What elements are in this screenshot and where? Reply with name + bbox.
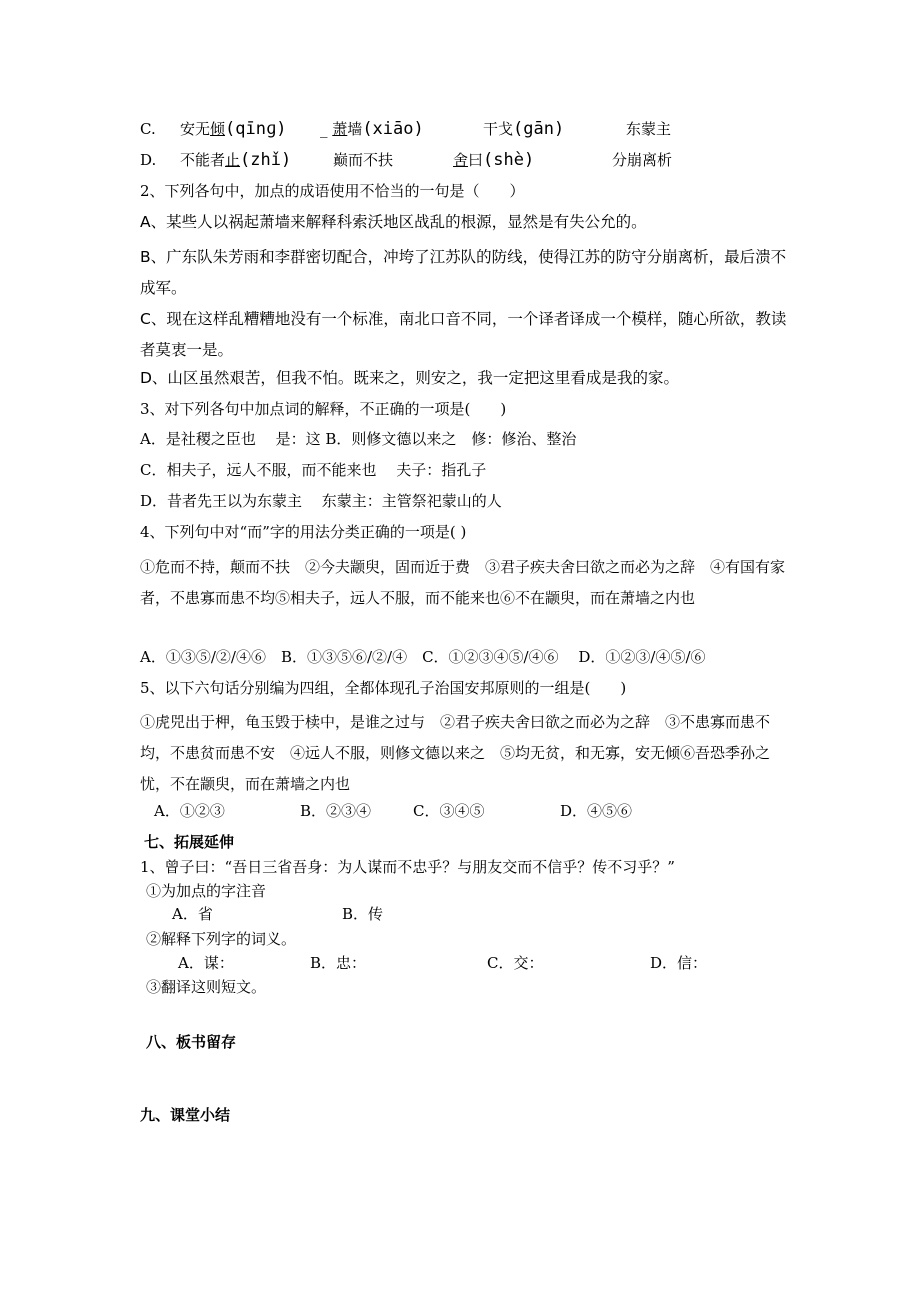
q5-option-d: D．④⑤⑥ — [560, 802, 633, 820]
pinyin: (gān) — [513, 119, 565, 139]
q5-option-c: C．③④⑤ — [413, 802, 485, 820]
sec7-sub3: ③翻译这则短文。 — [146, 978, 267, 996]
dotted-char: 止 — [225, 151, 241, 169]
q3-option-c: C．相夫子，远人不服，而不能来也 夫子：指孔子 — [140, 461, 487, 479]
option-letter: C. — [140, 120, 156, 138]
q3-stem: 3、对下列各句中加点词的解释，不正确的一项是( ) — [140, 400, 507, 418]
sec7-sub2-b: B．忠： — [310, 954, 367, 972]
section-9-heading: 九、课堂小结 — [140, 1106, 231, 1124]
option-letter: D. — [140, 151, 157, 169]
dotted-char: 舍 — [453, 151, 469, 169]
sec7-sub2-d: D．信： — [650, 954, 708, 972]
q3-options-ab: A．是社稷之臣也 是：这 B．则修文德以来之 修：修治、整治 — [140, 430, 577, 448]
q4-body: ①危而不持，颠而不扶 ②今夫颛臾，固而近于费 ③君子疾夫舍曰欲之而必为之辞 ④有国有家者，不患寡而患不均⑤相夫子，远人不服，而不能来也⑥不在颛臾，而在萧墙之内也 — [140, 558, 786, 607]
q5-stem: 5、以下六句话分别编为四组，全都体现孔子治国安邦原则的一组是( ) — [140, 679, 627, 697]
q3-option-d: D．昔者先王以为东蒙主 东蒙主：主管祭祀蒙山的人 — [140, 492, 502, 510]
pinyin: (shè) — [483, 150, 535, 170]
sec7-sub1-b: B．传 — [342, 905, 384, 923]
section-8-heading: 八、板书留存 — [146, 1033, 237, 1051]
q1-c-item1: 安无倾(qīnɡ) — [180, 119, 287, 139]
q1-c-item3: 干戈(gān) — [483, 119, 565, 139]
q4-stem: 4、下列句中对“而”字的用法分类正确的一项是( ) — [140, 523, 467, 541]
dotted-char: 倾 — [210, 120, 226, 138]
q2-option-d: D、山区虽然艰苦，但我不怕。既来之，则安之，我一定把这里看成是我的家。 — [140, 369, 679, 387]
sec7-sub2: ②解释下列字的词义。 — [146, 930, 297, 948]
sec7-sub2-a: A．谋： — [178, 954, 234, 972]
q1-d-item3: 舍曰(shè) — [453, 150, 535, 170]
q1-c-item4: 东蒙主 — [626, 120, 672, 138]
q2-option-c: C、现在这样乱糟糟地没有一个标准，南北口音不同，一个译者译成一个模样，随心所欲，教读者莫衷一是。 — [140, 310, 787, 359]
pinyin: (zhǐ) — [240, 150, 292, 170]
q5-option-a: A．①②③ — [154, 802, 225, 820]
q5-body: ①虎兕出于柙，龟玉毁于椟中，是谁之过与 ②君子疾夫舍曰欲之而必为之辞 ③不患寡而患不均，不患贫而患不安 ④远人不服，则修文德以来之 ⑤均无贫，和无寡，安无倾⑥吾恐季孙之忧，不在颛臾，而在萧墙之内也 — [140, 713, 771, 793]
sec7-q1: 1、曾子曰：“吾日三省吾身：为人谋而不忠乎？与朋友交而不信乎？传不习乎？” — [140, 858, 675, 876]
q1-c-item2: _ 萧墙(xiāo) — [320, 119, 424, 139]
sec7-sub1-a: A．省 — [172, 905, 213, 923]
q2-stem: 2、下列各句中，加点的成语使用不恰当的一句是（ ） — [140, 182, 525, 200]
q1-d-item1: 不能者止(zhǐ) — [180, 150, 292, 170]
q5-option-b: B．②③④ — [300, 802, 372, 820]
section-7-heading: 七、拓展延伸 — [144, 833, 235, 851]
q2-option-b: B、广东队朱芳雨和李群密切配合，冲垮了江苏队的防线，使得江苏的防守分崩离析，最后溃不成军。 — [140, 248, 787, 297]
sec7-sub1: ①为加点的字注音 — [146, 882, 267, 900]
q1-d-item4: 分崩离析 — [612, 151, 673, 169]
dotted-char: 萧 — [332, 120, 348, 138]
pinyin: (qīnɡ) — [225, 119, 287, 139]
q1-d-item2: 巅而不扶 — [333, 151, 394, 169]
q2-option-a: A、某些人以祸起萧墙来解释科索沃地区战乱的根源，显然是有失公允的。 — [140, 213, 647, 231]
q4-options: A．①③⑤/②/④⑥ B．①③⑤⑥/②/④ C．①②③④⑤/④⑥ D．①②③/④⑤/⑥ — [140, 648, 706, 666]
sec7-sub2-c: C．交： — [487, 954, 544, 972]
pinyin: (xiāo) — [362, 119, 424, 139]
